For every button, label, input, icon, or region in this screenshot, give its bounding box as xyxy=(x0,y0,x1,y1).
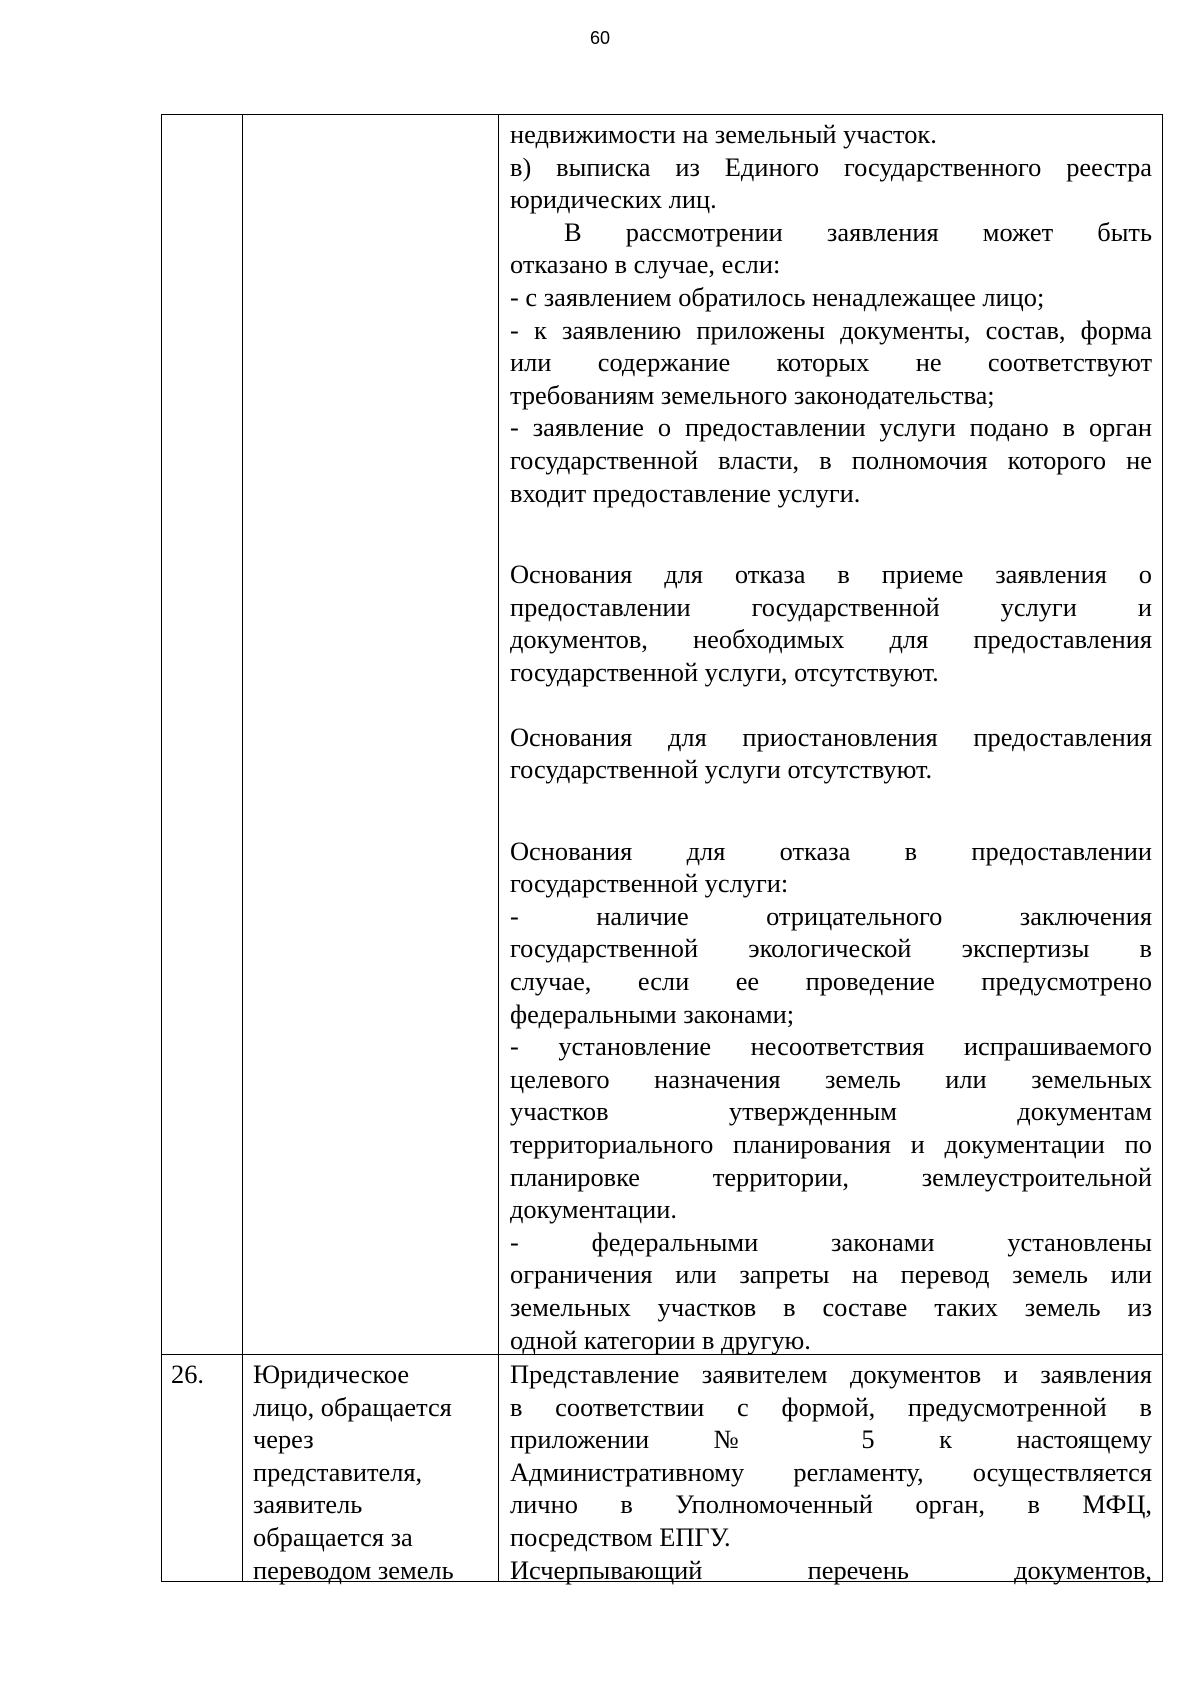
text-line: - наличие отрицательного заключения xyxy=(510,900,1152,931)
text-line: - федеральными законами установлены xyxy=(510,1226,1152,1257)
text-line: предоставлении государственной услуги и xyxy=(510,591,1152,622)
text-line: посредством ЕПГУ. xyxy=(510,1521,731,1552)
table-border-right xyxy=(1162,114,1163,1582)
text-line: переводом земель xyxy=(253,1554,454,1585)
text-line: - заявление о предоставлении услуги подано в орган xyxy=(510,412,1152,443)
row-26-number: 26. xyxy=(171,1359,204,1389)
text-line: лицо, обращается xyxy=(253,1391,452,1422)
text-line: документации. xyxy=(510,1194,677,1225)
text-line: В рассмотрении заявления может быть xyxy=(564,216,1152,247)
table-border-left xyxy=(161,114,162,1582)
text-line: лично в Уполномоченный орган, в МФЦ, xyxy=(510,1489,1152,1520)
text-line: приложении № 5 к настоящему xyxy=(510,1424,1152,1455)
table-border-top xyxy=(161,114,1163,115)
text-line: юридических лиц. xyxy=(510,184,717,215)
text-line: планировке территории, землеустроительной xyxy=(510,1161,1152,1192)
text-line: через xyxy=(253,1424,314,1455)
text-line: недвижимости на земельный участок. xyxy=(510,119,937,149)
text-line: - установление несоответствия испрашиваемого xyxy=(510,1031,1152,1062)
text-line: Представление заявителем документов и заявления xyxy=(510,1359,1152,1389)
text-line: документов, необходимых для предоставления xyxy=(510,624,1152,655)
text-line: участков утвержденным документам xyxy=(510,1096,1152,1127)
text-line: одной категории в другую. xyxy=(510,1324,811,1355)
text-line: федеральными законами; xyxy=(510,998,795,1029)
continued-row-description xyxy=(510,118,1152,1356)
text-line: государственной услуги, отсутствуют. xyxy=(510,656,939,687)
text-line: в) выписка из Единого государственного реестра xyxy=(510,151,1152,182)
text-line: ограничения или запреты на перевод земель или xyxy=(510,1259,1152,1290)
text-line: Исчерпывающий перечень документов, xyxy=(510,1554,1152,1585)
text-line: отказано в случае, если: xyxy=(510,249,781,280)
text-line: государственной услуги: xyxy=(510,868,789,899)
text-line: территориального планирования и документации по xyxy=(510,1129,1152,1160)
text-line: земельных участков в составе таких земель из xyxy=(510,1292,1152,1322)
text-line: Юридическое xyxy=(253,1359,410,1389)
text-line: Основания для приостановления предоставления xyxy=(510,721,1152,752)
row-26-description xyxy=(510,1358,1152,1586)
text-line: государственной услуги отсутствуют. xyxy=(510,754,933,785)
text-line: государственной экологической экспертизы в xyxy=(510,933,1152,964)
text-line: Административному регламенту, осуществляется xyxy=(510,1456,1152,1487)
text-line: случае, если ее проведение предусмотрено xyxy=(510,966,1152,997)
text-line: входит предоставление услуги. xyxy=(510,477,861,508)
text-line: - к заявлению приложены документы, состав, форма xyxy=(510,314,1152,345)
row-26-category xyxy=(253,1358,493,1586)
text-line: требованиям земельного законодательства; xyxy=(510,379,995,410)
text-line: заявитель xyxy=(253,1489,363,1520)
text-line: обращается за xyxy=(253,1521,413,1552)
column-divider-number xyxy=(242,114,243,1582)
text-line: Основания для отказа в предоставлении xyxy=(510,835,1152,866)
text-line: - с заявлением обратилось ненадлежащее лицо; xyxy=(510,281,1045,312)
text-line: Основания для отказа в приеме заявления о xyxy=(510,559,1152,590)
text-line: представителя, xyxy=(253,1456,423,1487)
text-line: в соответствии с формой, предусмотренной в xyxy=(510,1391,1152,1422)
column-divider-category xyxy=(498,114,499,1582)
text-line: целевого назначения земель или земельных xyxy=(510,1063,1152,1094)
text-line: государственной власти, в полномочия которого не xyxy=(510,444,1152,475)
page-number: 60 xyxy=(589,28,611,48)
text-line: или содержание которых не соответствуют xyxy=(510,347,1152,378)
